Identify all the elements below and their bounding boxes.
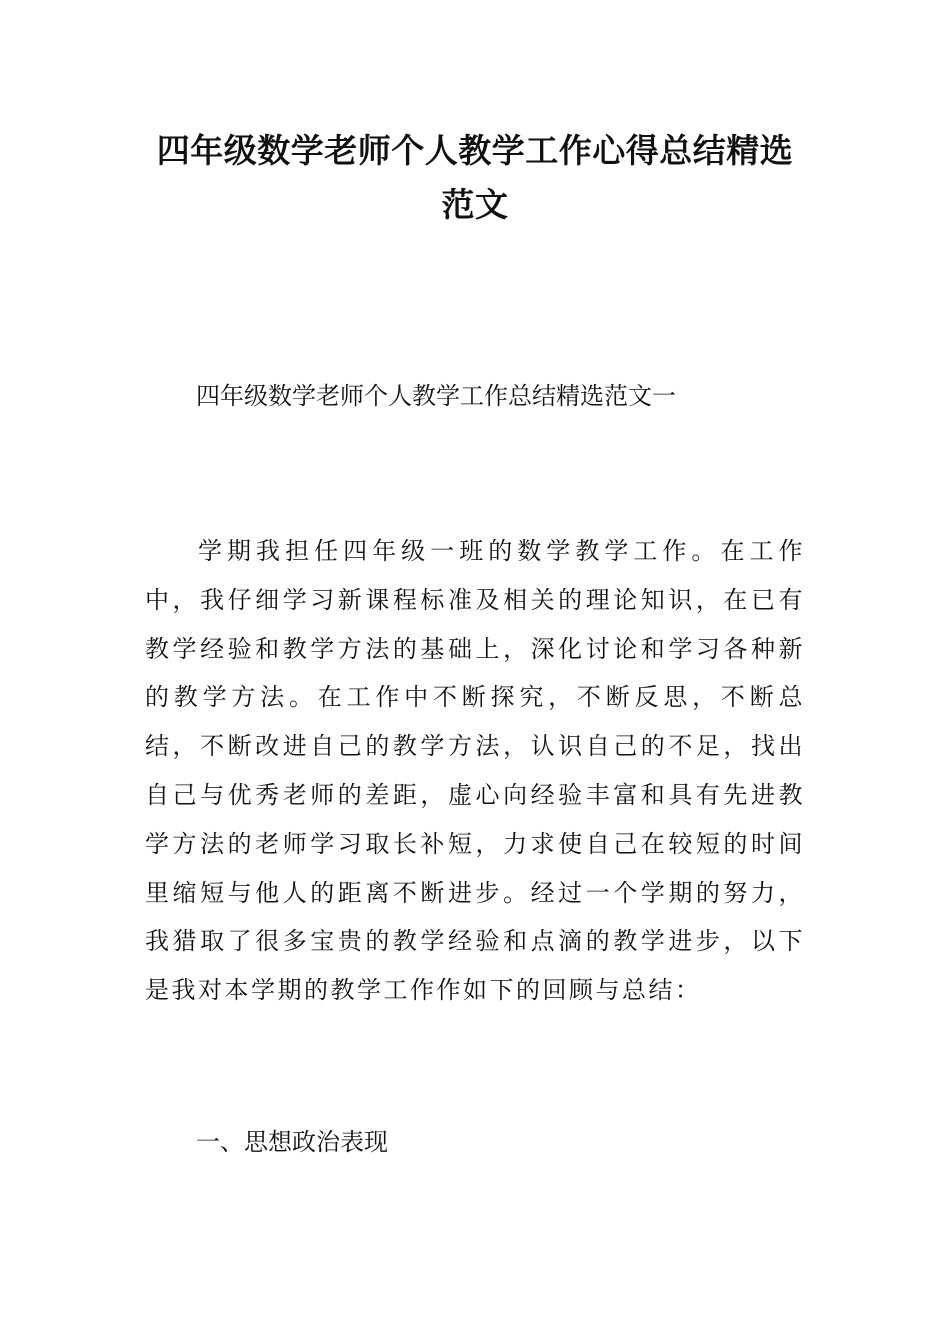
document-title: 四年级数学老师个人教学工作心得总结精选范文 [156,131,794,224]
body-paragraph: 学期我担任四年级一班的数学教学工作。在工作中，我仔细学习新课程标准及相关的理论知识，在已有教学经验和教学方法的基础上，深化讨论和学习各种新的教学方法。在工作中不断探究，不断反思，不断总结，不断改进自己的教学方法，认识自己的不足，找出自己与优秀老师的差距，虚心向经验丰富和具有先进教学方法的老师学习取长补短，力求使自己在较短的时间里缩短与他人的距离不断进步。经过一个学期的努力，我猎取了很多宝贵的教学经验和点滴的教学进步，以下是我对本学期的教学工作作如下的回顾与总结： [145,537,805,1005]
section-heading: 一、思想政治表现 [196,1128,388,1156]
document-subtitle: 四年级数学老师个人教学工作总结精选范文一 [196,382,676,410]
